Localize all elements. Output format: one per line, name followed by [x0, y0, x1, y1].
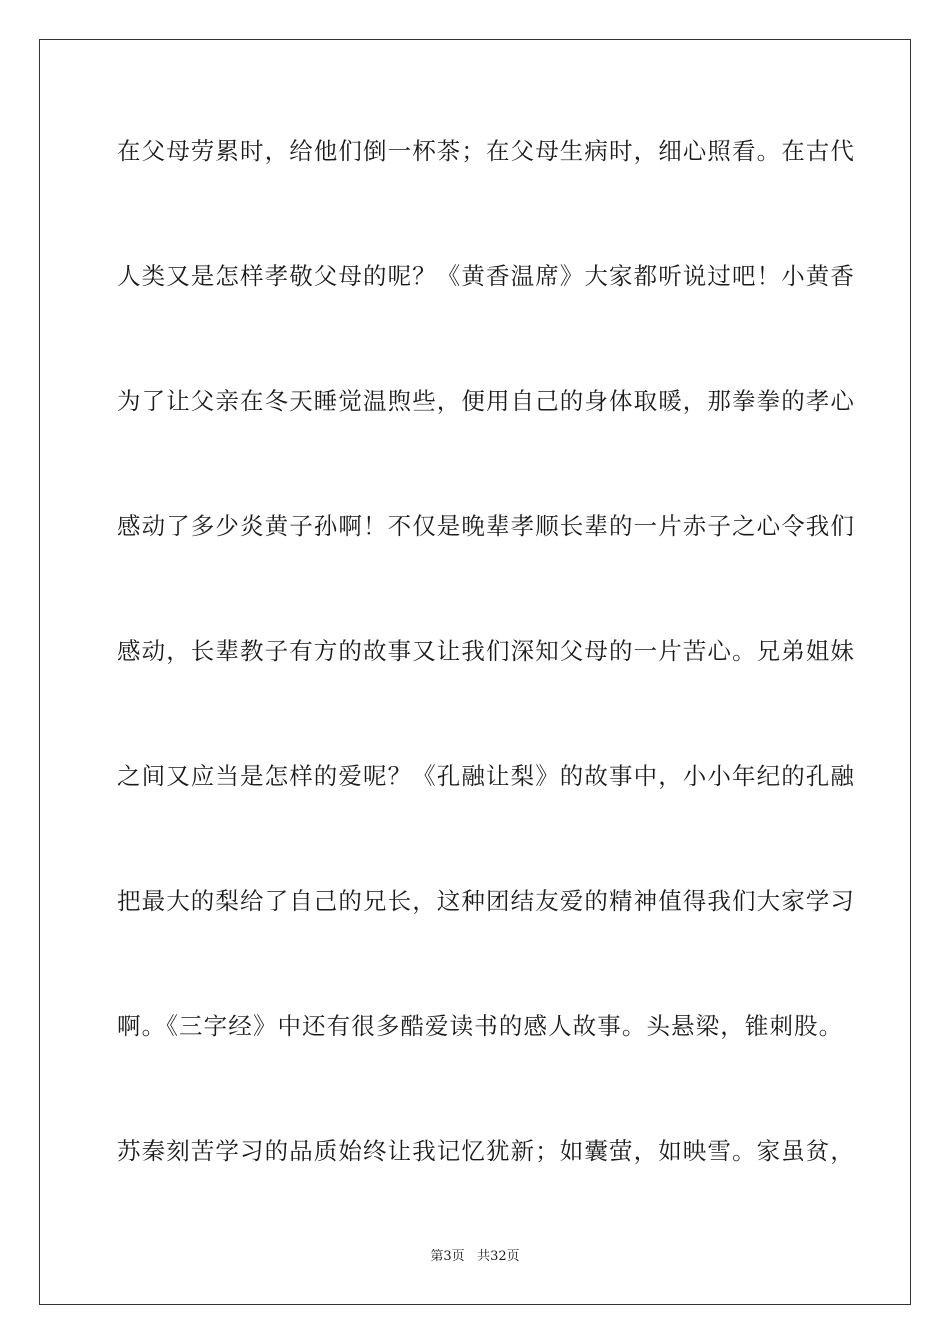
total-pages-suffix: 页 — [506, 1249, 520, 1264]
body-text-line: 为了让父亲在冬天睡觉温煦些，便用自己的身体取暖，那拳拳的孝心 — [117, 387, 855, 415]
body-text-line: 之间又应当是怎样的爱呢？《孔融让梨》的故事中，小小年纪的孔融 — [117, 762, 855, 790]
page-border — [39, 39, 911, 1305]
body-text-line: 感动，长辈教子有方的故事又让我们深知父母的一片苦心。兄弟姐妹 — [117, 637, 855, 665]
page-number-prefix: 第 — [430, 1249, 444, 1264]
page-footer — [0, 1248, 950, 1266]
body-text-line: 人类又是怎样孝敬父母的呢？《黄香温席》大家都听说过吧！小黄香 — [117, 262, 855, 290]
body-text-line: 啊。《三字经》中还有很多酷爱读书的感人故事。头悬梁，锥刺股。 — [117, 1012, 844, 1040]
page-number-suffix: 页 — [451, 1249, 465, 1264]
page-number: 3 — [443, 1249, 452, 1264]
body-text-line: 在父母劳累时，给他们倒一杯茶；在父母生病时，细心照看。在古代 — [117, 137, 855, 165]
body-text-line: 感动了多少炎黄子孙啊！不仅是晚辈孝顺长辈的一片赤子之心令我们 — [117, 512, 855, 540]
body-text-line: 苏秦刻苦学习的品质始终让我记忆犹新；如囊萤，如映雪。家虽贫， — [117, 1137, 855, 1165]
body-text-line: 把最大的梨给了自己的兄长，这种团结友爱的精神值得我们大家学习 — [117, 887, 855, 915]
total-pages-prefix: 共 — [477, 1249, 491, 1264]
total-pages: 32 — [490, 1249, 507, 1264]
